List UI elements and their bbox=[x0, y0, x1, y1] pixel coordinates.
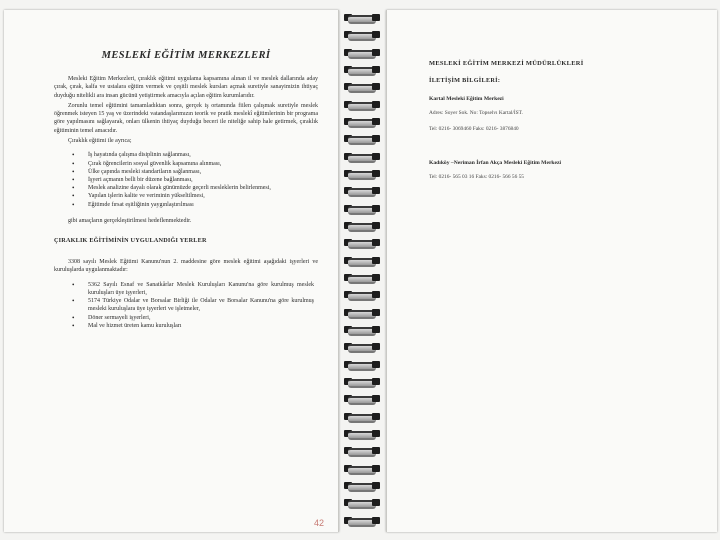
section-heading: ÇIRAKLIK EĞİTİMİNİN UYGULANDIĞI YERLER bbox=[54, 237, 207, 245]
spiral-ring bbox=[342, 220, 382, 231]
spiral-ring bbox=[342, 324, 382, 335]
center-name: Kartal Mesleki Eğitim Merkezi bbox=[429, 96, 504, 102]
section-paragraph: 3308 sayılı Meslek Eğitimi Kanunu'nun 2. maddesine göre meslek eğitimi aşağıdaki işyerleri ve kuruluşlarda uygulanmaktadır: bbox=[54, 259, 318, 274]
list-item: • Çırak öğrencilerin sosyal güvenlik kapsamına alınması, bbox=[88, 160, 318, 168]
spiral-ring bbox=[342, 116, 382, 127]
right-page-content bbox=[429, 60, 699, 190]
spiral-ring bbox=[342, 341, 382, 352]
list-item: • 5362 Sayılı Esnaf ve Sanatkârlar Meslek Kuruluşları Kanunu'na göre kurulmuş meslek kuruluşları üye işyerleri, bbox=[88, 281, 318, 297]
spiral-ring bbox=[342, 151, 382, 162]
list-item: • Döner sermayeli işyerleri, bbox=[88, 314, 318, 322]
closing-paragraph: gibi amaçların gerçekleştirilmesi hedeflenmektedir. bbox=[68, 217, 192, 224]
list-item: • Mal ve hizmet üreten kamu kuruluşları bbox=[88, 322, 318, 330]
spiral-ring bbox=[342, 359, 382, 370]
spiral-ring bbox=[342, 393, 382, 404]
center-phone: Tel: 0216- 565 03 16 Faks: 0216- 566 56 55 bbox=[429, 174, 525, 180]
list-item: • İş hayatında çalışma disiplinin sağlanması, bbox=[88, 151, 318, 159]
spiral-ring bbox=[342, 64, 382, 75]
spiral-ring bbox=[342, 289, 382, 300]
spiral-ring bbox=[342, 428, 382, 439]
goals-list bbox=[54, 151, 318, 208]
list-item: • 5174 Türkiye Odalar ve Borsalar Birliği ile Odalar ve Borsalar Kanunu'na göre kurulmuş mesleki kuruluşlara üye işyerleri ve işletmeler, bbox=[88, 297, 318, 313]
spiral-ring bbox=[342, 272, 382, 283]
left-page bbox=[4, 10, 339, 532]
spiral-ring bbox=[342, 445, 382, 456]
spiral-ring bbox=[342, 237, 382, 248]
spiral-ring bbox=[342, 12, 382, 23]
spiral-ring bbox=[342, 497, 382, 508]
spiral-ring bbox=[342, 411, 382, 422]
spiral-ring bbox=[342, 463, 382, 474]
spacer bbox=[429, 142, 699, 160]
intro-paragraph: Mesleki Eğitim Merkezleri, çıraklık eğitimi uygulama kapsamına alınan il ve meslek dallarında aday çırak, çırak, kalfa ve ustalara eğitim vermek ve çeşitli meslek kursları açmak suretiyle sanayimizin ihtiyaç duyduğu nitelikli ara insan gücünü yetiştirmek amacıyla açılan eğitim kurumlarıdır. bbox=[54, 76, 318, 99]
right-page bbox=[386, 10, 717, 532]
also-paragraph: Çıraklık eğitimi ile ayrıca; bbox=[68, 138, 132, 145]
spiral-ring bbox=[342, 255, 382, 266]
spiral-ring bbox=[342, 376, 382, 387]
spiral-ring bbox=[342, 168, 382, 179]
spiral-ring bbox=[342, 307, 382, 318]
spiral-ring bbox=[342, 515, 382, 526]
list-item: • Meslek analizine dayalı olarak günümüzde geçerli mesleklerin belirlenmesi, bbox=[88, 184, 318, 192]
spiral-ring bbox=[342, 203, 382, 214]
left-page-content bbox=[54, 32, 318, 338]
spiral-binding bbox=[340, 8, 384, 536]
contact-heading: İLETİŞİM BİLGİLERİ: bbox=[429, 77, 501, 84]
spiral-ring bbox=[342, 480, 382, 491]
page-title: MESLEKİ EĞİTİM MERKEZLERİ bbox=[101, 50, 271, 61]
spiral-ring bbox=[342, 185, 382, 196]
center-phone: Tel: 0216- 3069460 Faks: 0216- 3876840 bbox=[429, 126, 519, 132]
list-item: • Eğitimde fırsat eşitliğinin yaygınlaştırılması bbox=[88, 201, 318, 209]
list-item: • İşyeri açmanın belli bir düzene bağlanması, bbox=[88, 176, 318, 184]
spiral-ring bbox=[342, 99, 382, 110]
list-item: • Yapılan işlerin kalite ve veriminin yükseltilmesi, bbox=[88, 192, 318, 200]
directorates-heading: MESLEKİ EĞİTİM MERKEZİ MÜDÜRLÜKLERİ bbox=[429, 60, 584, 67]
purpose-paragraph: Zorunlu temel eğitimini tamamladıktan sonra, gerçek iş ortamında fiilen çalışmak suretiyle meslek öğrenmek isteyen 15 yaş ve üzerindeki vatandaşlarımızın teorik ve pratik meslekî eğitimlerinin bir programa göre yapılmasını sağlayarak, onları ülkenin ihtiyaç duyduğu beceri ile niteliğe sahip hale getirmek, çıraklık eğitiminin temel amacıdır. bbox=[54, 102, 318, 134]
spiral-ring bbox=[342, 133, 382, 144]
page-number: 42 bbox=[314, 518, 325, 528]
list-item: • Ülke çapında mesleki standartların sağlanması, bbox=[88, 168, 318, 176]
spiral-ring bbox=[342, 81, 382, 92]
center-address: Adres: Soyer Sok. No: Topselvı Kartal/İST. bbox=[429, 110, 523, 116]
workplaces-list bbox=[54, 281, 318, 330]
spiral-ring bbox=[342, 47, 382, 58]
center-name: Kadıköy –Neriman İrfan Akça Mesleki Eğitim Merkezi bbox=[429, 160, 562, 166]
spiral-ring bbox=[342, 29, 382, 40]
